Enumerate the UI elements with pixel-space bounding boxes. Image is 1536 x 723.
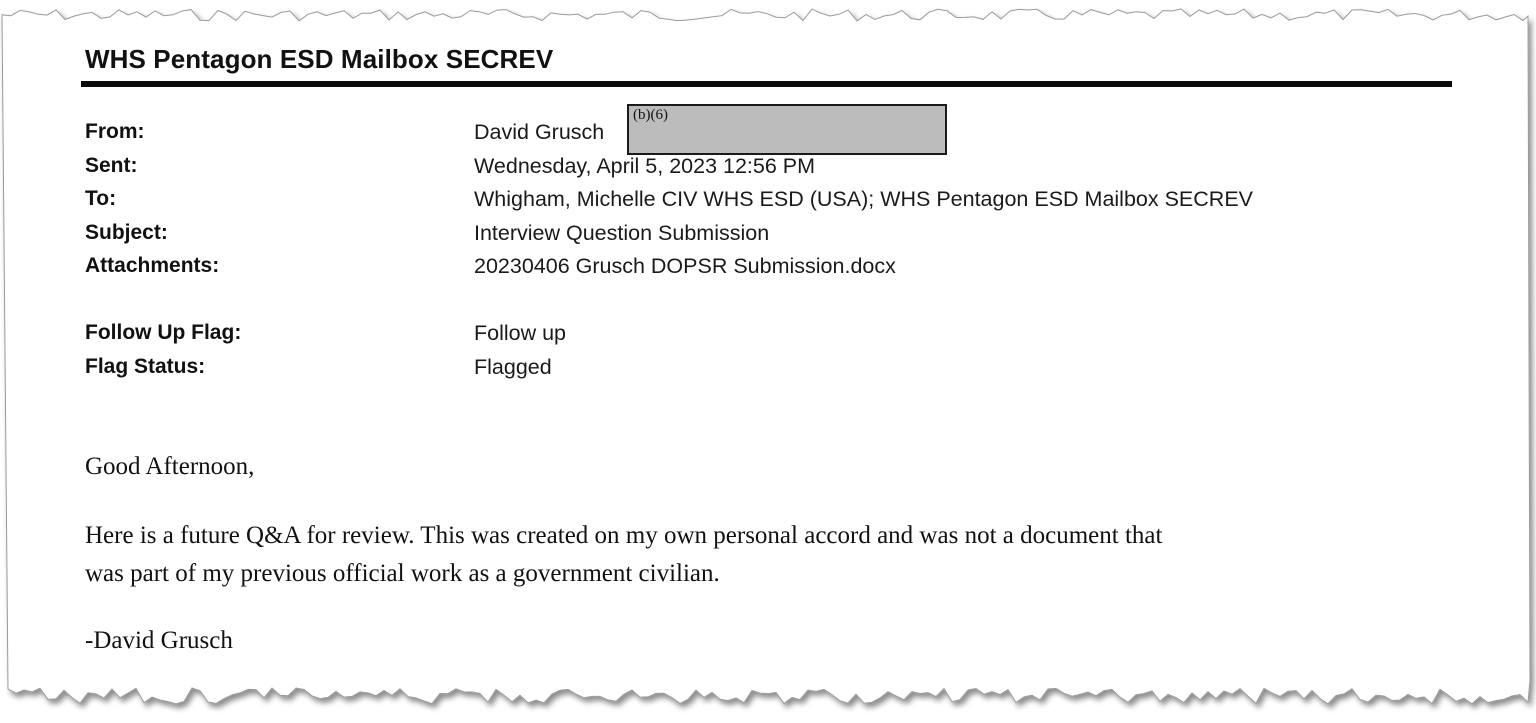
follow-up-flag-label: Follow Up Flag:	[85, 321, 242, 344]
body-paragraph-line-1: Here is a future Q&A for review. This was created on my own personal accord and was not a document that	[85, 522, 1163, 549]
sent-value: Wednesday, April 5, 2023 12:56 PM	[474, 154, 816, 178]
to-value: Whigham, Michelle CIV WHS ESD (USA); WHS Pentagon ESD Mailbox SECREV	[474, 187, 1254, 211]
redaction-box	[627, 104, 947, 155]
attachment-filename: 20230406 Grusch DOPSR Submission.docx	[474, 254, 896, 278]
title-divider	[81, 81, 1452, 87]
subject-label: Subject:	[85, 221, 168, 244]
flag-status-label: Flag Status:	[85, 355, 206, 378]
redaction-code: (b)(6)	[633, 107, 668, 123]
to-label: To:	[85, 187, 117, 210]
body-paragraph-line-2: was part of my previous official work as a government civilian.	[85, 560, 720, 587]
from-value: David Grusch	[474, 120, 605, 144]
flag-status-value: Flagged	[474, 355, 552, 379]
attachments-label: Attachments:	[85, 254, 220, 277]
mailbox-title: WHS Pentagon ESD Mailbox SECREV	[85, 44, 554, 74]
from-label: From:	[85, 120, 145, 143]
greeting: Good Afternoon,	[85, 453, 255, 480]
signature: -David Grusch	[85, 627, 233, 654]
subject-value: Interview Question Submission	[474, 221, 770, 245]
follow-up-flag-value: Follow up	[474, 321, 567, 345]
sent-label: Sent:	[85, 154, 138, 177]
